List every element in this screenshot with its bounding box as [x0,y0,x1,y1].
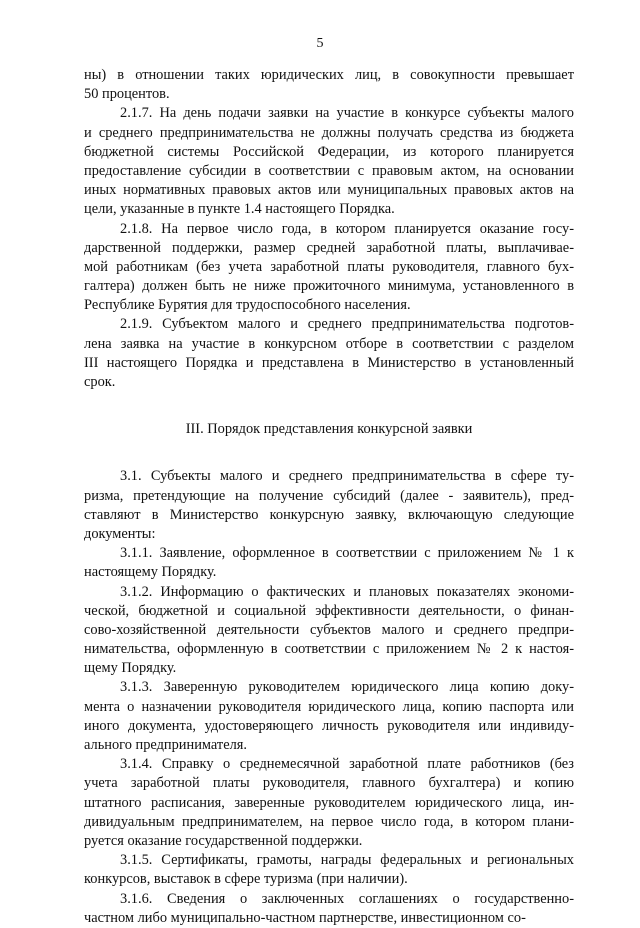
text-line: III настоящего Порядка и представлена в Министерство в установленный [84,354,574,371]
text-line: галтера) должен быть не ниже прожиточного минимума, установленного в [84,278,574,295]
text-line: 3.1. Субъекты малого и среднего предпринимательства в сфере ту- [120,468,574,485]
text-line: 3.1.4. Справку о среднемесячной заработной плате работников (без [120,756,574,773]
section-3-paragraphs [84,467,574,928]
text-line: Республике Бурятия для трудоспособного населения. [84,297,411,314]
section-2-paragraphs [84,66,574,392]
text-line: штатного расписания, заверенные руководителем юридического лица, ин- [84,794,574,811]
text-line: и среднего предпринимательства не должны получать средства из бюджета [84,124,574,141]
text-line: ального предпринимателя. [84,737,248,753]
text-line: иных нормативных правовых актов или муниципальных правовых актов на [84,182,574,199]
spacer [84,392,574,420]
paragraph [84,851,574,889]
text-line: учета заработной платы руководителя, главного бухгалтера) и копию [84,775,574,792]
paragraph [84,890,574,928]
paragraph [84,544,574,582]
text-line: 3.1.2. Информацию о фактических и плановых показателях экономи- [120,583,574,600]
text-line: иного документа, удостоверяющего личность руководителя или индивиду- [84,717,574,734]
text-line: бюджетной системы Российской Федерации, из которого планируется [84,143,574,160]
text-line: документы: [84,525,156,542]
text-line: конкурсов, выставок в сфере туризма (при наличии). [84,871,408,888]
text-line: 3.1.6. Сведения о заключенных соглашениях о государственно- [120,890,574,907]
text-line: 2.1.9. Субъектом малого и среднего предпринимательства подготов- [120,316,574,333]
text-line: щему Порядку. [84,660,177,677]
text-line: дивидуальным предпринимателем, на первое число года, в котором плани- [84,813,574,830]
paragraph [84,220,574,316]
paragraph [84,66,574,104]
text-line: 2.1.7. На день подачи заявки на участие в конкурсе субъекты малого [120,105,574,122]
text-line: 3.1.5. Сертификаты, грамоты, награды федеральных и региональных [120,852,574,869]
text-line: 3.1.1. Заявление, оформленное в соответствии с приложением № 1 к [120,545,574,562]
text-line: 3.1.3. Заверенную руководителем юридического лица копию доку- [120,679,574,696]
paragraph [84,678,574,755]
text-line: настоящему Порядку. [84,564,217,581]
document-body [84,66,574,928]
text-line: руется оказание государственной поддержки. [84,832,363,849]
text-line: предоставление субсидии в соответствии с правовым актом, на основании [84,162,574,179]
section-heading: III. Порядок представления конкурсной заявки [185,421,473,438]
text-line: мой работникам (без учета заработной платы руководителя, главного бух- [84,258,574,275]
text-line: срок. [84,374,116,390]
paragraph [84,315,574,392]
spacer [84,439,574,467]
text-line: ставляют в Министерство конкурсную заявку, включающую следующие [84,506,574,523]
text-line: дарственной поддержки, размер средней заработной платы, выплачивае- [84,239,574,256]
text-line: цели, указанные в пункте 1.4 настоящего Порядка. [84,201,395,218]
text-line: ческой, бюджетной и социальной эффективности деятельности, о финан- [84,602,574,619]
text-line: мента о назначении руководителя юридического лица, копию паспорта или [84,698,574,715]
paragraph [84,755,574,851]
text-line: ризма, претендующие на получение субсидий (далее - заявитель), пред- [84,487,574,504]
text-line: сово-хозяйственной деятельности субъектов малого и среднего предпри- [84,621,574,638]
text-line: лена заявка на участие в конкурсном отборе в соответствии с разделом [84,335,574,352]
text-line: нимательства, оформленную в соответствии с приложением № 2 к настоя- [84,641,574,658]
text-line: 50 процентов. [84,86,170,103]
text-line: 2.1.8. На первое число года, в котором планируется оказание госу- [120,220,574,237]
paragraph [84,467,574,544]
text-line: частном либо муниципально-частном партнерстве, инвестиционном со- [84,909,526,926]
paragraph [84,583,574,679]
paragraph [84,104,574,219]
page-number: 5 [316,36,324,51]
text-line: ны) в отношении таких юридических лиц, в совокупности превышает [84,67,574,83]
